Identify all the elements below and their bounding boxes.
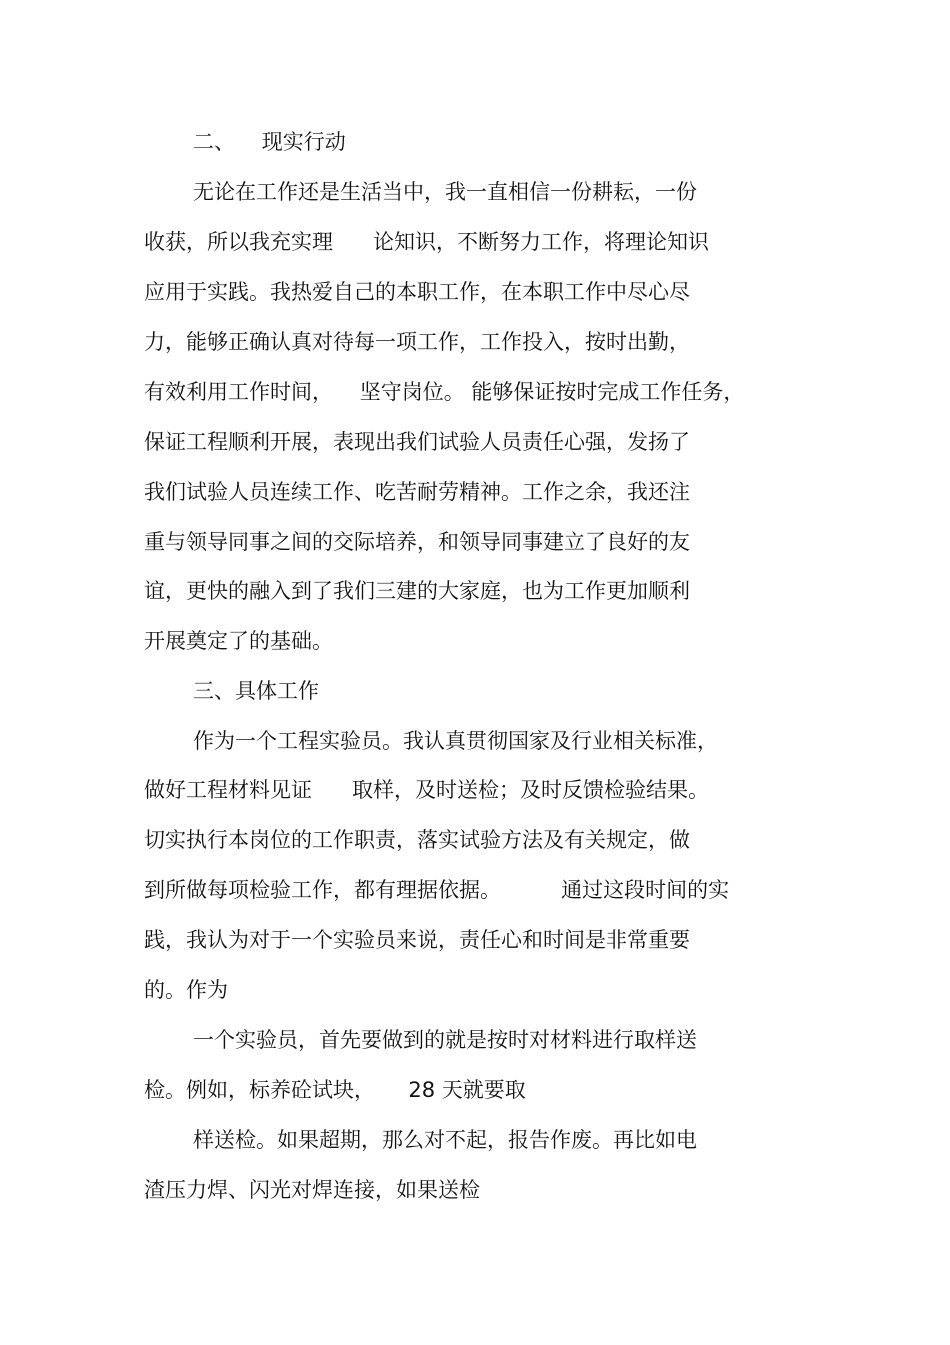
paragraph-line: 渣压力焊、闪光对焊连接，如果送检 [144,1178,480,1202]
paragraph-line: 无论在工作还是生活当中，我一直相信一份耕耘，一份 [193,180,697,204]
paragraph-line: 保证工程顺利开展，表现出我们试验人员责任心强，发扬了 [144,430,690,454]
paragraph-line: 应用于实践。我热爱自己的本职工作，在本职工作中尽心尽 [144,280,690,304]
section-heading-2: 二、 现实行动 [193,130,346,154]
paragraph-line: 切实执行本岗位的工作职责，落实试验方法及有关规定，做 [144,828,690,852]
paragraph-line: 力，能够正确认真对待每一项工作，工作投入，按时出勤， [144,330,690,354]
paragraph-line: 践，我认为对于一个实验员来说，责任心和时间是非常重要 [144,928,690,952]
paragraph-line: 到所做每项检验工作，都有理据依据。 通过这段时间的实 [144,878,730,902]
paragraph-line: 作为一个工程实验员。我认真贯彻国家及行业相关标准， [193,729,718,753]
paragraph-line: 谊，更快的融入到了我们三建的大家庭，也为工作更加顺利 [144,579,690,603]
paragraph-line: 检。例如，标养砼试块， 28 天就要取 [144,1078,526,1102]
paragraph-line: 一个实验员，首先要做到的就是按时对材料进行取样送 [193,1028,697,1052]
section-heading-3: 三、具体工作 [193,679,319,703]
paragraph-line: 收获，所以我充实理 论知识，不断努力工作，将理论知识 [144,230,710,254]
paragraph-line: 做好工程材料见证 取样，及时送检；及时反馈检验结果。 [144,778,710,802]
paragraph-line: 重与领导同事之间的交际培养，和领导同事建立了良好的友 [144,530,690,554]
paragraph-line: 开展奠定了的基础。 [144,629,333,653]
paragraph-line: 的。作为 [144,978,228,1002]
paragraph-line: 有效利用工作时间， 坚守岗位。 能够保证按时完成工作任务， [144,380,745,404]
paragraph-line: 我们试验人员连续工作、吃苦耐劳精神。工作之余，我还注 [144,480,690,504]
paragraph-line: 样送检。如果超期，那么对不起，报告作废。再比如电 [193,1128,697,1152]
